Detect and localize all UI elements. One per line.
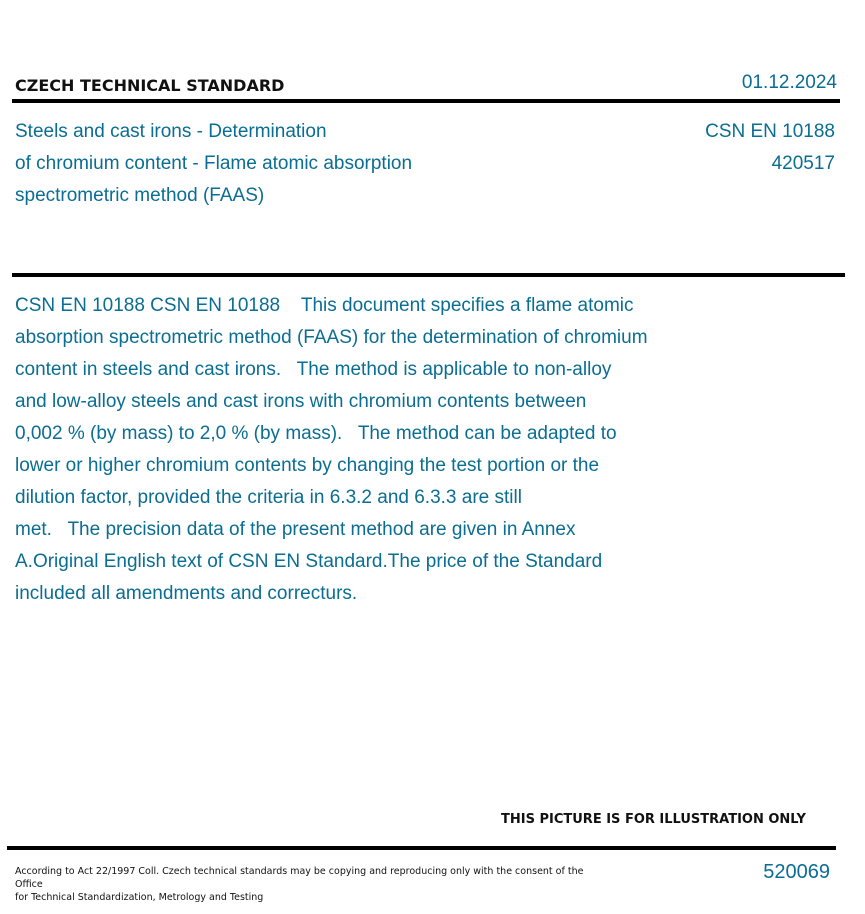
footer-divider	[7, 846, 836, 850]
standard-codes	[705, 116, 835, 180]
title-line: of chromium content - Flame atomic absorption	[15, 153, 413, 174]
publication-date: 01.12.2024	[741, 72, 837, 93]
description-line: A.Original English text of CSN EN Standard.The price of the Standard	[15, 551, 603, 572]
header-divider	[12, 99, 840, 103]
title-divider	[12, 273, 845, 277]
description-line: 0,002 % (by mass) to 2,0 % (by mass). The method can be adapted to	[15, 423, 617, 444]
description-line: absorption spectrometric method (FAAS) for the determination of chromium	[15, 327, 648, 348]
legal-line: for Technical Standardization, Metrology and Testing	[15, 892, 264, 903]
title-line: Steels and cast irons - Determination	[15, 121, 327, 142]
illustration-note: THIS PICTURE IS FOR ILLUSTRATION ONLY	[501, 812, 806, 827]
document-number: 520069	[763, 861, 830, 883]
description-line: and low-alloy steels and cast irons with chromium contents between	[15, 391, 587, 412]
legal-line: According to Act 22/1997 Coll. Czech technical standards may be copying and reproducing only with the consent of the Office	[15, 866, 584, 890]
description-line: CSN EN 10188 CSN EN 10188 This document specifies a flame atomic	[15, 295, 634, 316]
title-line: spectrometric method (FAAS)	[15, 185, 265, 206]
standard-title	[15, 116, 412, 212]
description-line: met. The precision data of the present method are given in Annex	[15, 519, 576, 540]
description-line: content in steels and cast irons. The method is applicable to non-alloy	[15, 359, 612, 380]
class-number: 420517	[771, 153, 835, 174]
header-title: CZECH TECHNICAL STANDARD	[15, 76, 285, 95]
description-line: dilution factor, provided the criteria in 6.3.2 and 6.3.3 are still	[15, 487, 522, 508]
standard-description	[15, 290, 740, 610]
description-line: included all amendments and correcturs.	[15, 583, 358, 604]
standard-code: CSN EN 10188	[705, 121, 835, 142]
legal-notice	[15, 865, 595, 904]
description-line: lower or higher chromium contents by changing the test portion or the	[15, 455, 600, 476]
